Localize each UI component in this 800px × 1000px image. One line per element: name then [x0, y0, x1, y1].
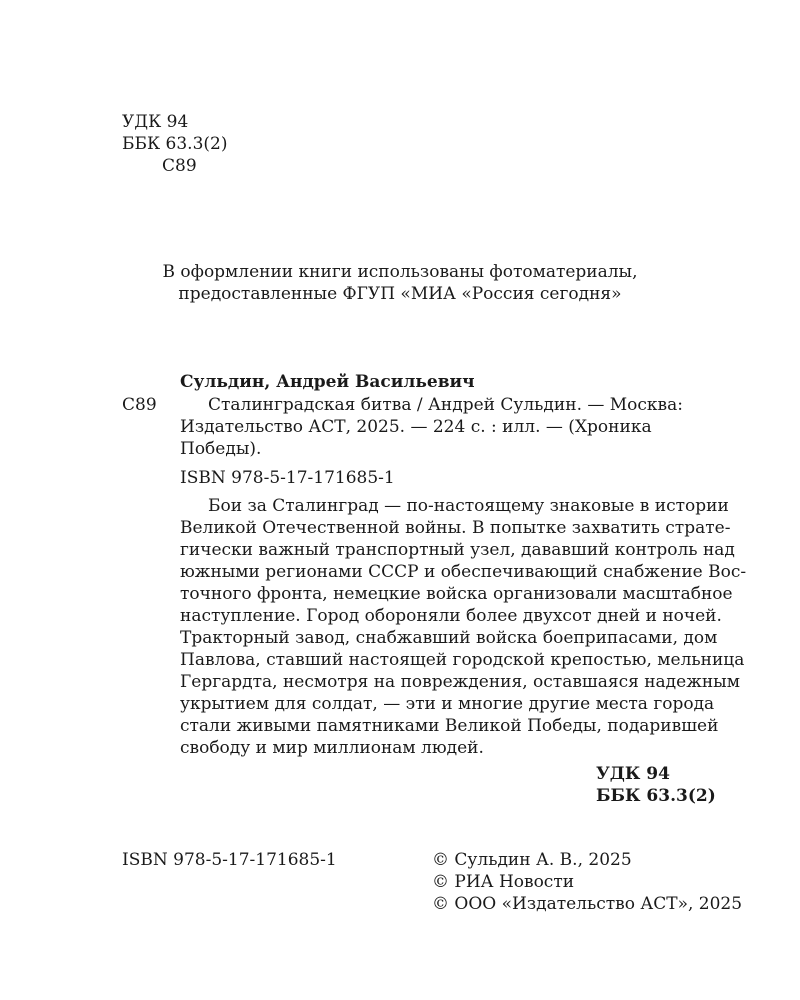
footer-isbn: ISBN 978-5-17-171685-1 [122, 850, 337, 870]
annotation-line: Тракторный завод, снабжавший войска боеприпасами, дом [180, 628, 718, 648]
catalog-author-code: С89 [122, 395, 157, 415]
catalog-isbn: ISBN 978-5-17-171685-1 [180, 468, 395, 488]
copyright-line: © РИА Новости [432, 872, 575, 892]
photo-credit-line: В оформлении книги использованы фотоматериалы, [162, 262, 638, 282]
bbk-code: ББК 63.3(2) [122, 134, 228, 154]
annotation-line: стали живыми памятниками Великой Победы, подарившей [180, 716, 719, 736]
annotation-line: укрытием для солдат, — эти и многие другие места города [180, 694, 715, 714]
annotation-line: Бои за Сталинград — по-настоящему знаковые в истории [208, 496, 729, 516]
photo-credit [100, 261, 700, 305]
card-udk-code: УДК 94 [596, 764, 670, 784]
description-line: Победы). [180, 439, 262, 459]
card-bbk-code: ББК 63.3(2) [596, 786, 716, 806]
annotation-line: свободу и мир миллионам людей. [180, 738, 484, 758]
annotation-line: Великой Отечественной войны. В попытке захватить страте- [180, 518, 731, 538]
description-line: Издательство АСТ, 2025. — 224 с. : илл. — (Хроника [180, 417, 652, 437]
annotation-line: Павлова, ставший настоящей городской крепостью, мельница [180, 650, 745, 670]
description-line: Сталинградская битва / Андрей Сульдин. — Москва: [208, 395, 683, 415]
annotation [180, 495, 747, 759]
author-code: С89 [162, 156, 197, 176]
annotation-line: южными регионами СССР и обеспечивающий снабжение Вос- [180, 562, 747, 582]
udk-code: УДК 94 [122, 112, 189, 132]
annotation-line: Гергардта, несмотря на повреждения, оставшаяся надежным [180, 672, 740, 692]
catalog-author: Сульдин, Андрей Васильевич [180, 372, 475, 392]
annotation-line: наступление. Город обороняли более двухсот дней и ночей. [180, 606, 722, 626]
annotation-line: точного фронта, немецкие войска организовали масштабное [180, 584, 733, 604]
photo-credit-line: предоставленные ФГУП «МИА «Россия сегодня» [178, 284, 622, 304]
copyright-line: © ООО «Издательство АСТ», 2025 [432, 894, 743, 914]
catalog-description [180, 394, 707, 460]
annotation-line: гически важный транспортный узел, дававший контроль над [180, 540, 735, 560]
copyright-block [432, 849, 742, 915]
copyright-line: © Сульдин А. В., 2025 [432, 850, 632, 870]
